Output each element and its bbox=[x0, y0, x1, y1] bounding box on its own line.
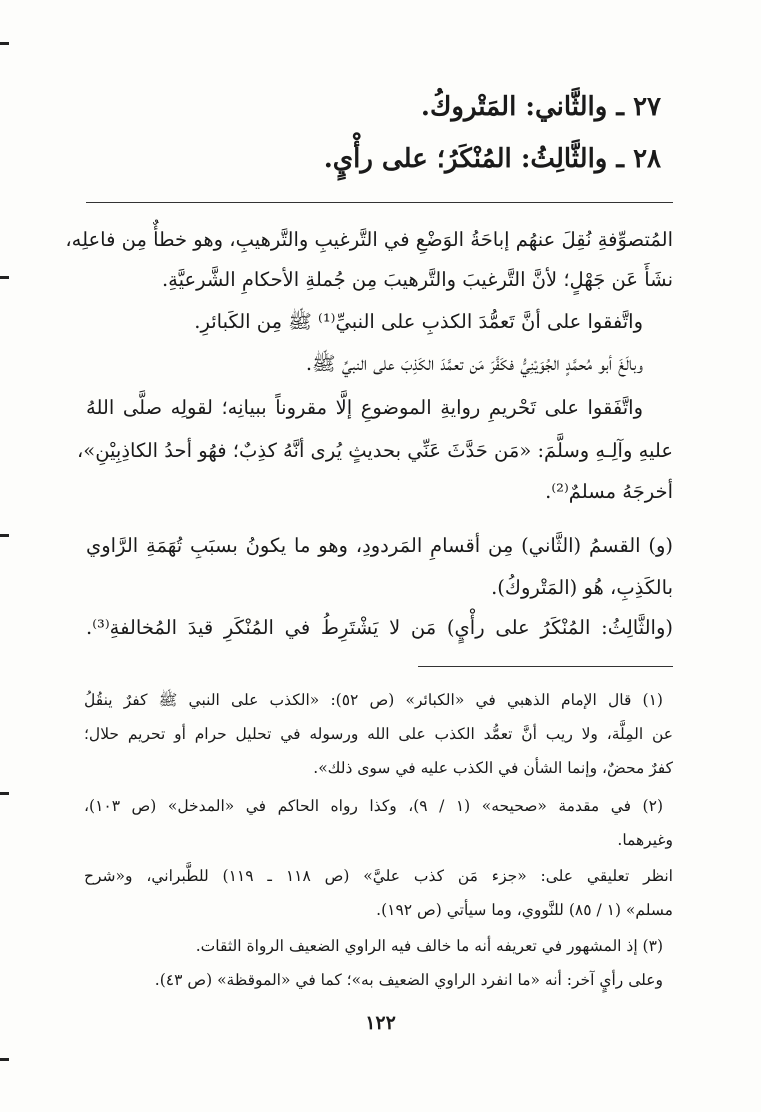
margin-mark bbox=[0, 1058, 9, 1061]
margin-mark bbox=[0, 276, 9, 279]
footnote-line: انظر تعليقي على: «جزء مَن كذب عليَّ» (ص ١١٨ ـ ١١٩) للطَّبراني، و«شرح bbox=[84, 867, 673, 885]
heading-item-27: ٢٧ ـ والثَّاني: المَتْروكُ. bbox=[420, 92, 661, 122]
body-line: (و) القسمُ (الثَّاني) مِن أقسامِ المَردودِ، وهو ما يكونُ بسبَبِ تُهَمَةِ الرَّاوي bbox=[86, 534, 673, 557]
body-line: واتَّفَقوا على تَحْريمِ روايةِ الموضوعِ إلَّا مقروناً ببيانِه؛ لقولِه صلَّى اللهُ bbox=[86, 396, 643, 419]
footnote-line: عن المِلَّة، ولا ريب أنَّ تعمُّد الكذب على الله ورسوله في تحليل حرام أو تحريم حلال؛ bbox=[84, 725, 673, 743]
page-number: ١٢٢ bbox=[365, 1012, 396, 1034]
footnote-line: مسلم» (١ / ٨٥) للنَّووي، وما سيأتي (ص ١٩٢). bbox=[376, 901, 673, 919]
margin-mark bbox=[0, 792, 9, 795]
body-line: بالكَذِبِ، هُو (المَتْروكُ). bbox=[491, 576, 673, 599]
separator-rule bbox=[86, 202, 673, 203]
body-line: المُتصوِّفةِ نُقِلَ عنهُم إباحَةُ الوَضْعِ في التَّرغيبِ والتَّرهيبِ، وهو خطأٌ مِن فاعلِه، bbox=[65, 228, 673, 251]
footnote-line: (١) قال الإمام الذهبي في «الكبائر» (ص ٥٢): «الكذب على النبي ﷺ كفرٌ ينقُلُ bbox=[84, 691, 663, 709]
heading-item-28: ٢٨ ـ والثَّالِثُ: المُنْكَرُ؛ على رأْيٍ. bbox=[323, 144, 661, 174]
footnote-rule bbox=[418, 666, 673, 667]
body-line: أخرجَهُ مسلمٌ⁽²⁾. bbox=[545, 480, 673, 503]
body-line: وبالَغَ أبو مُحمَّدٍ الجُوَيْنِيُّ فكَفَّرَ مَن تعمَّدَ الكَذِبَ على النبيِّ ﷺ. bbox=[305, 352, 643, 375]
footnote-line: وغيرهما. bbox=[617, 831, 673, 849]
footnote-line: وعلى رأيٍ آخر: أنه «ما انفرد الراوي الضعيف به»؛ كما في «الموقظة» (ص ٤٣). bbox=[154, 971, 663, 989]
body-line: واتَّفقوا على أنَّ تَعمُّدَ الكذبِ على النبيِّ⁽¹⁾ ﷺ مِن الكَبائرِ. bbox=[194, 310, 643, 333]
footnote-line: كفرٌ محضٌ، وإنما الشأن في الكذب عليه في سوى ذلك». bbox=[313, 759, 673, 777]
margin-mark bbox=[0, 534, 9, 537]
margin-mark bbox=[0, 42, 9, 45]
body-line: (والثَّالِثُ: المُنْكَرُ على رأْيٍ) مَن لا يَشْتَرِطُ في المُنْكَرِ قيدَ المُخالفةِ⁽³⁾. bbox=[86, 616, 673, 639]
body-line: نشَأَ عَن جَهْلٍ؛ لأنَّ التَّرغيبَ والتَّرهيبَ مِن جُملةِ الأحكامِ الشَّرعيَّةِ. bbox=[161, 268, 673, 291]
footnote-line: (٣) إذ المشهور في تعريفه أنه ما خالف فيه الراوي الضعيف الرواة الثقات. bbox=[195, 937, 663, 955]
footnote-line: (٢) في مقدمة «صحيحه» (١ / ٩)، وكذا رواه الحاكم في «المدخل» (ص ١٠٣)، bbox=[84, 797, 663, 815]
body-line: عليهِ وآلِـهِ وسلَّمَ: «مَن حَدَّثَ عَنِّي بحديثٍ يُرى أنَّهُ كذِبٌ؛ فهُو أحدُ الكاذِبِيْنِ»، bbox=[76, 439, 673, 462]
